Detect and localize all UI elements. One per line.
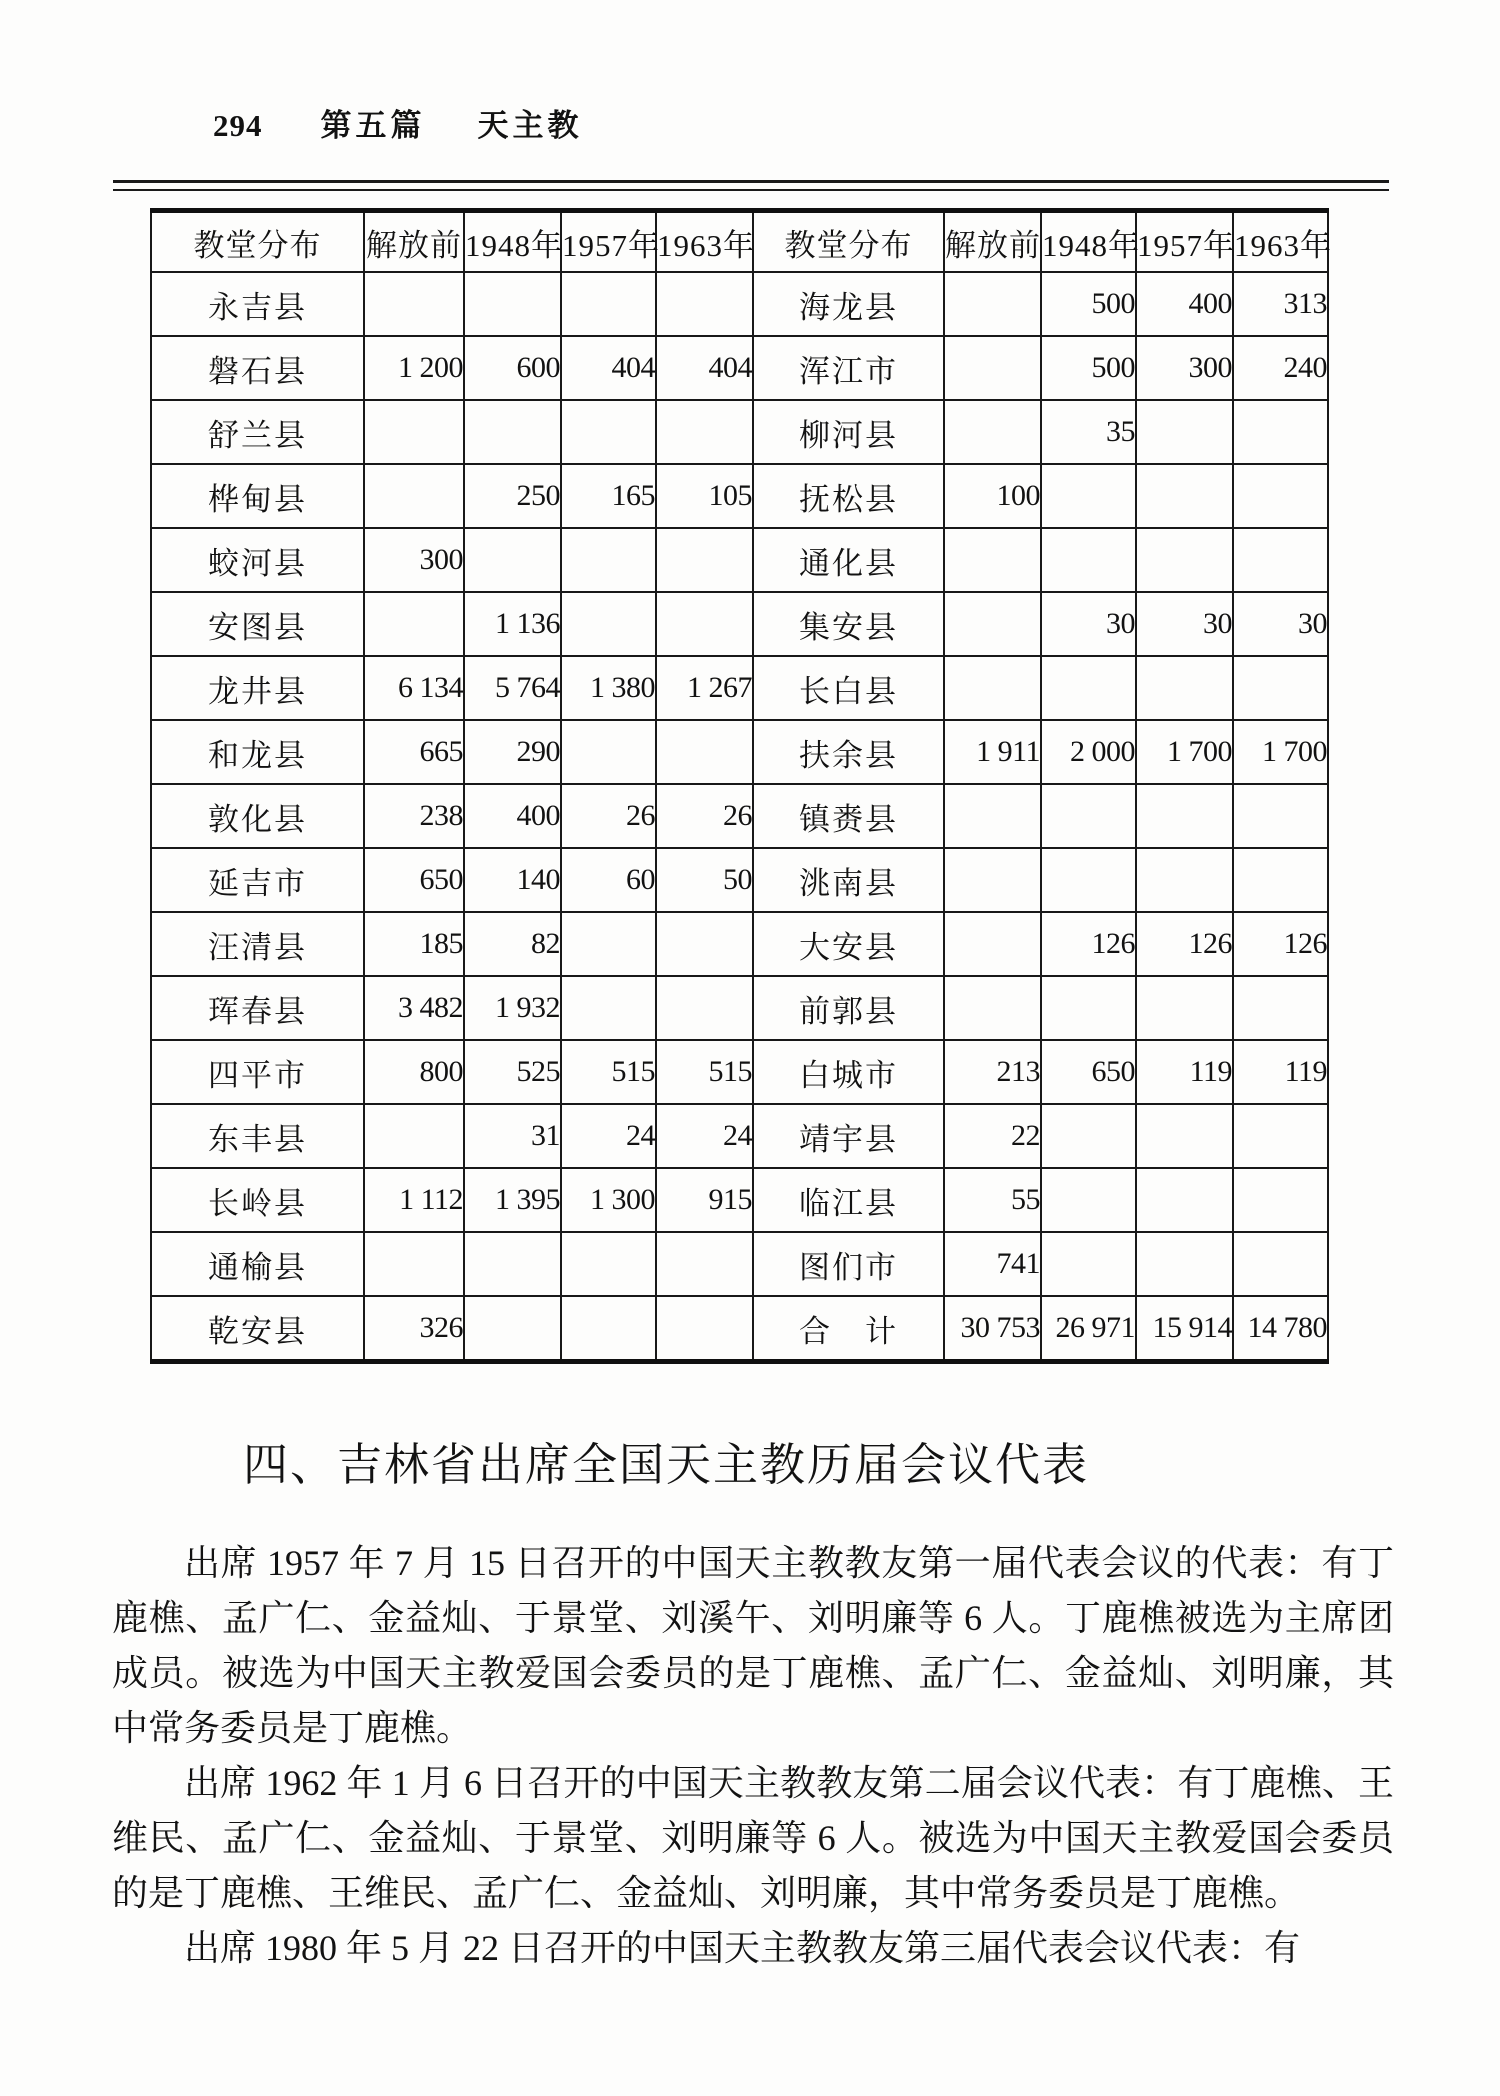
value-cell <box>464 1232 561 1296</box>
district-cell: 长岭县 <box>151 1168 364 1232</box>
value-cell <box>561 720 656 784</box>
value-cell: 35 <box>1041 400 1136 464</box>
table-row <box>151 592 1328 656</box>
col-header-1963-left: 1963年 <box>656 211 753 273</box>
district-cell: 抚松县 <box>753 464 944 528</box>
value-cell: 500 <box>1041 272 1136 336</box>
value-cell <box>1233 976 1328 1040</box>
value-cell: 1 911 <box>944 720 1041 784</box>
value-cell <box>1041 784 1136 848</box>
value-cell <box>464 400 561 464</box>
value-cell: 600 <box>464 336 561 400</box>
district-cell: 安图县 <box>151 592 364 656</box>
district-cell: 蛟河县 <box>151 528 364 592</box>
value-cell <box>561 528 656 592</box>
value-cell <box>944 848 1041 912</box>
value-cell: 22 <box>944 1104 1041 1168</box>
paragraph-third-congress: 出席 1980 年 5 月 22 日召开的中国天主教教友第三届代表会议代表：有 <box>184 1928 1301 1968</box>
value-cell: 213 <box>944 1040 1041 1104</box>
body-text <box>112 1536 1394 1976</box>
district-cell: 靖宇县 <box>753 1104 944 1168</box>
table-row <box>151 1104 1328 1168</box>
value-cell: 240 <box>1233 336 1328 400</box>
value-cell <box>944 912 1041 976</box>
value-cell: 300 <box>364 528 464 592</box>
value-cell <box>561 912 656 976</box>
value-cell: 1 380 <box>561 656 656 720</box>
value-cell: 31 <box>464 1104 561 1168</box>
table-row <box>151 272 1328 336</box>
table-row <box>151 1040 1328 1104</box>
district-cell: 永吉县 <box>151 272 364 336</box>
district-cell: 龙井县 <box>151 656 364 720</box>
value-cell: 650 <box>1041 1040 1136 1104</box>
value-cell: 30 <box>1233 592 1328 656</box>
value-cell <box>1233 528 1328 592</box>
value-cell: 26 971 <box>1041 1296 1136 1362</box>
value-cell <box>1041 464 1136 528</box>
value-cell <box>1233 1232 1328 1296</box>
value-cell: 665 <box>364 720 464 784</box>
paragraph-second-congress: 出席 1962 年 1 月 6 日召开的中国天主教教友第二届会议代表：有丁鹿樵、王维民、孟广仁、金益灿、于景堂、刘明廉等 6 人。被选为中国天主教爱国会委员的是丁鹿樵、王维民、孟广仁、金益灿、刘明廉，其中常务委员是丁鹿樵。 <box>112 1763 1394 1913</box>
value-cell: 3 482 <box>364 976 464 1040</box>
value-cell <box>1136 848 1233 912</box>
value-cell: 100 <box>944 464 1041 528</box>
value-cell <box>1136 400 1233 464</box>
value-cell: 60 <box>561 848 656 912</box>
value-cell: 30 <box>1041 592 1136 656</box>
value-cell: 1 267 <box>656 656 753 720</box>
value-cell <box>656 592 753 656</box>
value-cell <box>464 528 561 592</box>
value-cell: 238 <box>364 784 464 848</box>
value-cell <box>1041 1104 1136 1168</box>
value-cell <box>656 976 753 1040</box>
section-heading: 四、吉林省出席全国天主教历届会议代表 <box>243 1440 1090 1490</box>
value-cell <box>1136 656 1233 720</box>
value-cell: 24 <box>656 1104 753 1168</box>
district-cell: 通化县 <box>753 528 944 592</box>
value-cell <box>1233 1168 1328 1232</box>
value-cell <box>944 976 1041 1040</box>
table-row <box>151 336 1328 400</box>
district-cell: 扶余县 <box>753 720 944 784</box>
district-cell: 舒兰县 <box>151 400 364 464</box>
value-cell <box>364 1104 464 1168</box>
value-cell <box>561 400 656 464</box>
value-cell <box>1041 1232 1136 1296</box>
value-cell <box>1233 656 1328 720</box>
part-title: 天主教 <box>477 108 583 143</box>
value-cell <box>364 1232 464 1296</box>
value-cell: 26 <box>561 784 656 848</box>
value-cell: 650 <box>364 848 464 912</box>
value-cell <box>1233 848 1328 912</box>
value-cell: 14 780 <box>1233 1296 1328 1362</box>
table-row <box>151 464 1328 528</box>
table-row <box>151 528 1328 592</box>
value-cell <box>1136 784 1233 848</box>
col-header-district-right: 教堂分布 <box>753 211 944 273</box>
value-cell <box>656 1232 753 1296</box>
value-cell <box>1041 848 1136 912</box>
value-cell <box>1136 464 1233 528</box>
value-cell <box>464 1296 561 1362</box>
value-cell <box>1041 1168 1136 1232</box>
table-row <box>151 976 1328 1040</box>
value-cell: 404 <box>656 336 753 400</box>
district-cell: 乾安县 <box>151 1296 364 1362</box>
value-cell: 50 <box>656 848 753 912</box>
part-label: 第五篇 <box>320 108 426 143</box>
value-cell <box>1041 976 1136 1040</box>
district-cell: 延吉市 <box>151 848 364 912</box>
value-cell <box>944 336 1041 400</box>
page-number: 294 <box>213 108 263 143</box>
value-cell: 290 <box>464 720 561 784</box>
value-cell: 55 <box>944 1168 1041 1232</box>
table-row <box>151 1168 1328 1232</box>
value-cell: 126 <box>1233 912 1328 976</box>
value-cell <box>1233 1104 1328 1168</box>
value-cell <box>1136 1104 1233 1168</box>
district-cell: 汪清县 <box>151 912 364 976</box>
value-cell: 1 700 <box>1233 720 1328 784</box>
value-cell <box>561 1296 656 1362</box>
church-distribution-table <box>150 208 1332 1364</box>
value-cell: 250 <box>464 464 561 528</box>
value-cell <box>561 976 656 1040</box>
district-cell: 白城市 <box>753 1040 944 1104</box>
header-double-rule <box>113 180 1389 191</box>
table-row <box>151 848 1328 912</box>
district-cell: 敦化县 <box>151 784 364 848</box>
value-cell <box>944 400 1041 464</box>
value-cell <box>1136 1232 1233 1296</box>
value-cell <box>656 1296 753 1362</box>
district-cell: 磐石县 <box>151 336 364 400</box>
value-cell: 165 <box>561 464 656 528</box>
col-header-1957-right: 1957年 <box>1136 211 1233 273</box>
value-cell: 1 200 <box>364 336 464 400</box>
value-cell: 515 <box>656 1040 753 1104</box>
value-cell <box>561 272 656 336</box>
value-cell: 119 <box>1136 1040 1233 1104</box>
table-row <box>151 1232 1328 1296</box>
district-cell: 四平市 <box>151 1040 364 1104</box>
table-row <box>151 912 1328 976</box>
table-header-row <box>151 211 1328 273</box>
district-cell: 集安县 <box>753 592 944 656</box>
district-cell: 浑江市 <box>753 336 944 400</box>
value-cell: 404 <box>561 336 656 400</box>
value-cell: 500 <box>1041 336 1136 400</box>
value-cell: 140 <box>464 848 561 912</box>
value-cell: 1 395 <box>464 1168 561 1232</box>
value-cell: 800 <box>364 1040 464 1104</box>
value-cell: 119 <box>1233 1040 1328 1104</box>
col-header-1948-left: 1948年 <box>464 211 561 273</box>
value-cell: 400 <box>1136 272 1233 336</box>
value-cell: 6 134 <box>364 656 464 720</box>
value-cell: 1 700 <box>1136 720 1233 784</box>
value-cell <box>364 400 464 464</box>
district-cell: 通榆县 <box>151 1232 364 1296</box>
table-row <box>151 400 1328 464</box>
district-cell: 长白县 <box>753 656 944 720</box>
district-cell: 珲春县 <box>151 976 364 1040</box>
district-cell: 桦甸县 <box>151 464 364 528</box>
value-cell <box>944 656 1041 720</box>
col-header-preliberation-left: 解放前 <box>364 211 464 273</box>
value-cell: 30 753 <box>944 1296 1041 1362</box>
value-cell <box>1041 656 1136 720</box>
value-cell: 515 <box>561 1040 656 1104</box>
value-cell: 1 112 <box>364 1168 464 1232</box>
value-cell <box>656 720 753 784</box>
table-row <box>151 784 1328 848</box>
value-cell: 313 <box>1233 272 1328 336</box>
value-cell: 185 <box>364 912 464 976</box>
district-cell: 柳河县 <box>753 400 944 464</box>
value-cell <box>1233 400 1328 464</box>
value-cell <box>1233 464 1328 528</box>
table-row <box>151 1296 1328 1362</box>
col-header-1948-right: 1948年 <box>1041 211 1136 273</box>
value-cell <box>364 592 464 656</box>
district-cell: 图们市 <box>753 1232 944 1296</box>
value-cell <box>464 272 561 336</box>
table-row <box>151 720 1328 784</box>
value-cell: 126 <box>1041 912 1136 976</box>
district-cell: 合 计 <box>753 1296 944 1362</box>
value-cell: 741 <box>944 1232 1041 1296</box>
value-cell: 30 <box>1136 592 1233 656</box>
value-cell: 915 <box>656 1168 753 1232</box>
value-cell: 26 <box>656 784 753 848</box>
value-cell <box>561 1232 656 1296</box>
value-cell <box>944 592 1041 656</box>
value-cell <box>1233 784 1328 848</box>
value-cell: 5 764 <box>464 656 561 720</box>
value-cell <box>1041 528 1136 592</box>
paragraph-first-congress: 出席 1957 年 7 月 15 日召开的中国天主教教友第一届代表会议的代表：有丁鹿樵、孟广仁、金益灿、于景堂、刘溪午、刘明廉等 6 人。丁鹿樵被选为主席团成员。被选为中国天主教爱国会委员的是丁鹿樵、孟广仁、金益灿、刘明廉，其中常务委员是丁鹿樵。 <box>112 1543 1394 1748</box>
col-header-1957-left: 1957年 <box>561 211 656 273</box>
value-cell <box>656 400 753 464</box>
value-cell: 300 <box>1136 336 1233 400</box>
district-cell: 海龙县 <box>753 272 944 336</box>
value-cell: 126 <box>1136 912 1233 976</box>
value-cell: 525 <box>464 1040 561 1104</box>
value-cell: 2 000 <box>1041 720 1136 784</box>
table-row <box>151 656 1328 720</box>
district-cell: 和龙县 <box>151 720 364 784</box>
value-cell: 1 932 <box>464 976 561 1040</box>
value-cell <box>1136 1168 1233 1232</box>
col-header-district-left: 教堂分布 <box>151 211 364 273</box>
value-cell <box>656 528 753 592</box>
value-cell <box>656 912 753 976</box>
district-cell: 洮南县 <box>753 848 944 912</box>
district-cell: 东丰县 <box>151 1104 364 1168</box>
district-cell: 大安县 <box>753 912 944 976</box>
value-cell <box>944 784 1041 848</box>
district-cell: 临江县 <box>753 1168 944 1232</box>
value-cell <box>364 272 464 336</box>
value-cell <box>364 464 464 528</box>
value-cell: 1 136 <box>464 592 561 656</box>
district-cell: 镇赉县 <box>753 784 944 848</box>
value-cell: 15 914 <box>1136 1296 1233 1362</box>
value-cell <box>561 592 656 656</box>
value-cell: 1 300 <box>561 1168 656 1232</box>
value-cell <box>656 272 753 336</box>
value-cell <box>1136 528 1233 592</box>
col-header-preliberation-right: 解放前 <box>944 211 1041 273</box>
value-cell <box>1136 976 1233 1040</box>
value-cell: 105 <box>656 464 753 528</box>
value-cell: 326 <box>364 1296 464 1362</box>
table-body <box>151 272 1328 1362</box>
value-cell: 82 <box>464 912 561 976</box>
value-cell: 400 <box>464 784 561 848</box>
value-cell: 24 <box>561 1104 656 1168</box>
district-cell: 前郭县 <box>753 976 944 1040</box>
col-header-1963-right: 1963年 <box>1233 211 1328 273</box>
value-cell <box>944 272 1041 336</box>
running-head <box>213 100 583 145</box>
value-cell <box>944 528 1041 592</box>
